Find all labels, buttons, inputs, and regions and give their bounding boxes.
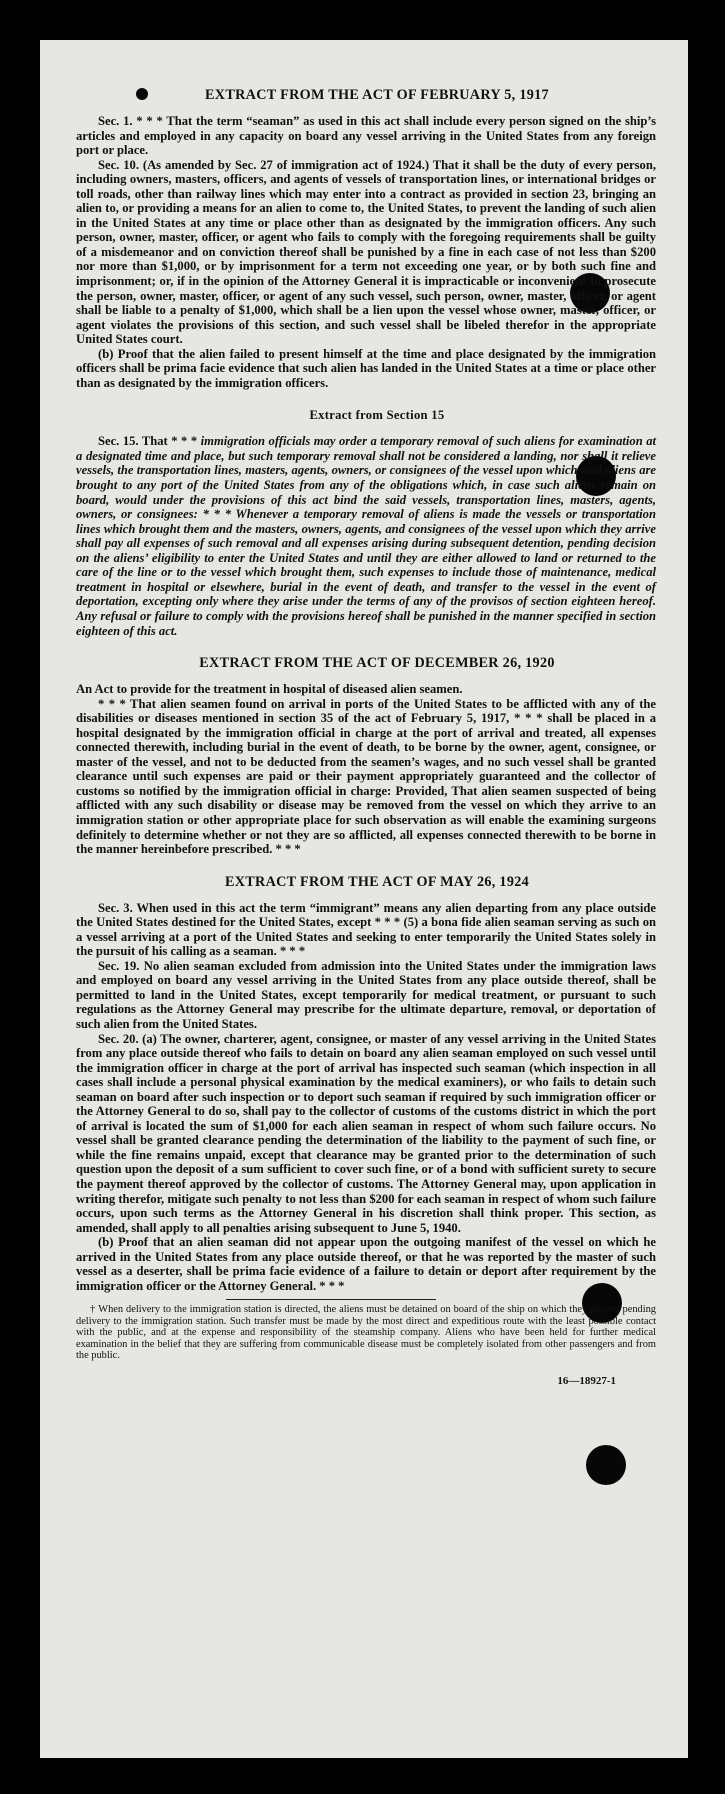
section-10: Sec. 10. (As amended by Sec. 27 of immigration act of 1924.) That it shall be the duty of every person, including owners, masters, officers, and agents of vessels of transportation lines, or international bridges or toll roads, other than railway lines which may enter into a contract as provided in section 23, bringing an alien to, or providing a means for an alien to come to, the United States, to prevent the landing of such alien in the United States at any time or place other than as designated by the immigration officers. Any such person, owner, master, officer, or agent who fails to comply with the foregoing requirements shall be guilty of a misdemeanor and on conviction thereof shall be punished by a fine in each case of not less than $200 nor more than $1,000, or by imprisonment for a term not exceeding one year, or by both such fine and imprisonment; or, if in the opinion of the Attorney General it is impracticable or inconvenient to prosecute the person, owner, master, officer, or agent of any such vessel, such person, owner, master, officer, or agent shall be liable to a penalty of $1,000, which shall be a lien upon the vessel whose owner, master, officer, or agent violates the provisions of this section, and such vessel shall be libeled therefor in the appropriate United States court.: [76, 157, 656, 347]
act-1920-title: An Act to provide for the treatment in hospital of diseased alien seamen.: [76, 682, 463, 697]
section-15-label: Sec. 15. That * * *: [98, 434, 198, 449]
section-10-b: (b) Proof that the alien failed to present himself at the time and place designated by the immigration officers shall be prima facie evidence that such alien has landed in the United States at a time or place other than as designated by the immigration officers.: [76, 346, 656, 390]
footnote-divider: [226, 1299, 436, 1300]
section-15-body: immigration officials may order a temporary removal of such aliens for examination at a designated time and place, but such temporary removal shall not be considered a landing, nor shall it relieve vessels, the transportation lines, masters, agents, owners, or consignees of the vessel upon which said aliens are brought to any port of the United States from any of the obligations which, in case such aliens remain on board, would under the provisions of this act bind the said vessels, transportation lines, masters, agents, owners, or consignees: * * * Whenever a temporary removal of aliens is made the vessels or transportation lines which brought them and the masters, owners, agents, and consignees of the vessel upon which they arrive shall pay all expenses of such removal and all expenses arising during subsequent detention, pending decision on the aliens’ eligibility to enter the United States and until they are either allowed to land or returned to the care of the line or to the vessel which brought them, such expenses to include those of maintenance, medical treatment in hospital or elsewhere, burial in the event of death, and transfer to the vessel in the event of deportation, excepting only where they arise under the terms of any of the provisos of section eighteen hereof. Any refusal or failure to comply with the provisions hereof shall be punished in the manner specified in section eighteen of this act.: [76, 434, 656, 638]
form-number: 16—18927-1: [557, 1374, 616, 1387]
footnote-block: [76, 1304, 656, 1362]
punch-hole-4: [586, 1445, 626, 1485]
section-3: Sec. 3. When used in this act the term “immigrant” means any alien departing from any place outside the United States destined for the United States, except * * * (5) a bona fide alien seaman serving as such on a vessel arriving at a port of the United States and seeking to enter temporarily the United States solely in the pursuit of his calling as a seaman. * * *: [76, 900, 656, 959]
section-15: [76, 434, 656, 638]
heading-act-1924: EXTRACT FROM THE ACT OF MAY 26, 1924: [224, 873, 530, 890]
document-page: [40, 40, 688, 1758]
heading-act-1917: EXTRACT FROM THE ACT OF FEBRUARY 5, 1917: [205, 87, 549, 103]
section-20-b: (b) Proof that an alien seaman did not appear upon the outgoing manifest of the vessel on which he arrived in the United States from any place outside thereof, or that he was reported by the master of such vessel as a deserter, shall be prima facie evidence of a failure to detain or deport after requirement by the immigration officer or the Attorney General. * * *: [76, 1235, 656, 1293]
document-body: [76, 86, 656, 1388]
section-20-a: Sec. 20. (a) The owner, charterer, agent, consignee, or master of any vessel arriving in the United States from any place outside thereof who fails to detain on board any alien seaman employed on such vessel until the immigration officer in charge at the port of arrival has inspected such seaman (which inspection in all cases shall include a personal physical examination by the medical examiners), or who fails to detain such seaman on board after such inspection or to deport such seaman if required by such immigration officer or the Attorney General to do so, shall pay to the collector of customs of the customs district in which the port of arrival is located the sum of $1,000 for each alien seaman in respect of whom such failure occurs. No vessel shall be granted clearance pending the determination of the liability to the payment of such fine, or while the fine remains unpaid, except that clearance may be granted prior to the determination of such question upon the deposit of a sum sufficient to cover such fine, or of a bond with sufficient surety to secure the payment thereof approved by the collector of customs. The Attorney General may, upon application in writing therefor, mitigate such penalty to not less than $200 for each seaman in respect of whom such failure occurs, upon such terms as the Attorney General in his discretion shall think proper. This section, as amended, shall apply to all penalties arising subsequent to June 5, 1940.: [76, 1031, 656, 1235]
section-19: Sec. 19. No alien seaman excluded from admission into the United States under the immigration laws and employed on board any vessel arriving in the United States from any place outside thereof, shall be permitted to land in the United States, except temporarily for medical treatment, or pursuant to such regulations as the Attorney General may prescribe for the ultimate departure, removal, or deportation of such alien from the United States.: [76, 958, 656, 1031]
footnote: † When delivery to the immigration station is directed, the aliens must be detained on board of the ship on which they arrived pending delivery to the immigration station. Such transfer must be made by the most direct and expeditious route with the least possible contact with the public, and at the expense and responsibility of the steamship company. Aliens who have been held for further medical examination in the belief that they are suffering from communicable disease must be completely isolated from other passengers and from the public.: [76, 1304, 656, 1362]
heading-section-15: Extract from Section 15: [309, 408, 445, 423]
section-1: Sec. 1. * * * That the term “seaman” as used in this act shall include every person signed on the ship’s articles and employed in any capacity on board any vessel arriving in the United States from any foreign port or place.: [76, 114, 656, 158]
heading-act-1920: EXTRACT FROM THE ACT OF DECEMBER 26, 1920: [199, 655, 555, 672]
act-1920-body: * * * That alien seamen found on arrival in ports of the United States to be afflicted with any of the disabilities or diseases mentioned in section 35 of the act of February 5, 1917, * * * shall be placed in a hospital designated by the immigration official in charge at the port of arrival and treated, all expenses connected therewith, including burial in the event of death, to be borne by the owner, agent, consignee, or master of the vessel, and not to be deducted from the seamen’s wages, and no such vessel shall be granted clearance until such expenses are paid or their payment appropriately guaranteed and the collector of customs so notified by the immigration official in charge: Provided, That alien seamen suspected of being afflicted with any such disability or disease may be removed from the vessel on which they arrive to an immigration station or other appropriate place for such observation as will enable the examining surgeons definitely to determine whether or not they are so afflicted, all expenses connected therewith to be borne in the manner hereinbefore prescribed. * * *: [76, 696, 656, 857]
